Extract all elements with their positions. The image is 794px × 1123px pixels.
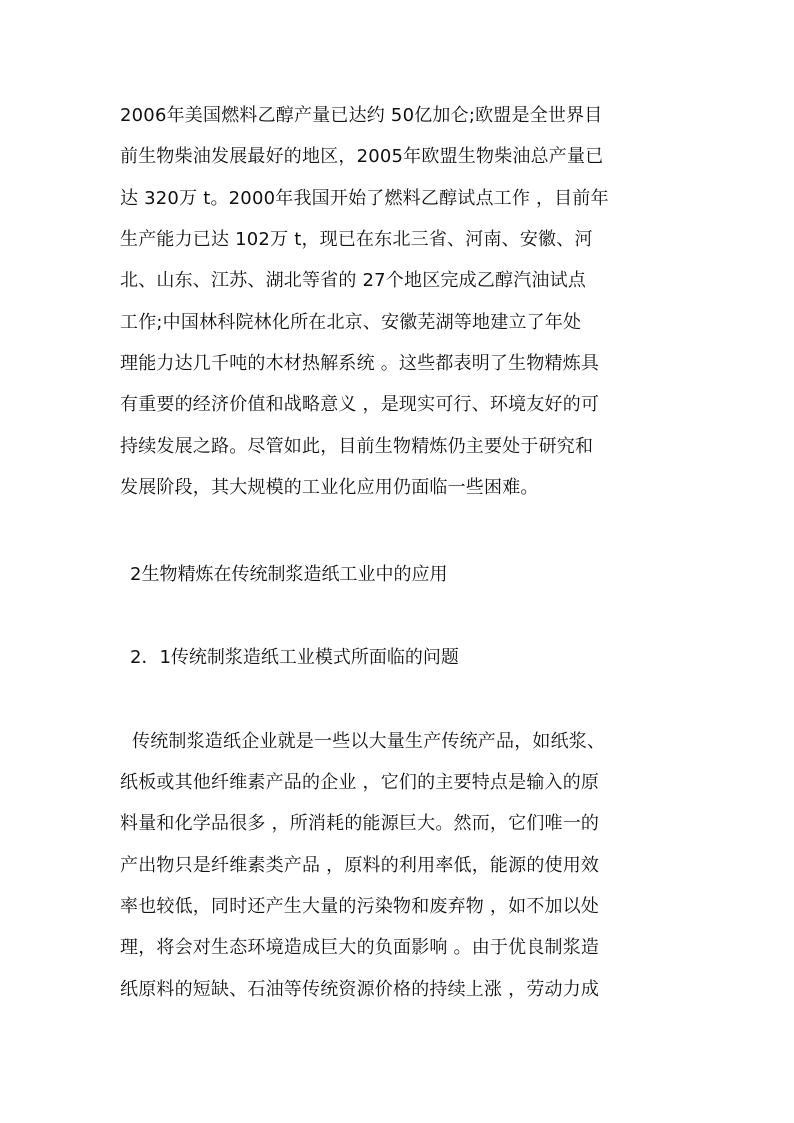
text-line: 率也较低，同时还产生大量的污染物和废弃物 ，如不加以处 [120, 896, 600, 917]
text-line: 理能力达几千吨的木材热解系统 。这些都表明了生物精炼具 [120, 353, 600, 374]
text-line: 工作;中国林科院林化所在北京、安徽芜湖等地建立了年处 [120, 312, 582, 333]
text-line: 2006年美国燃料乙醇产量已达约 50亿加仑;欧盟是全世界目 [120, 105, 603, 126]
section-heading: 2生物精炼在传统制浆造纸工业中的应用 [130, 564, 448, 585]
text-line: 达 320万 t。2000年我国开始了燃料乙醇试点工作 ，目前年 [120, 188, 609, 209]
text-line: 生产能力已达 102万 t，现已在东北三省、河南、安徽、河 [120, 229, 593, 250]
text-line: 产出物只是纤维素类产品 ，原料的利用率低，能源的使用效 [120, 855, 600, 876]
text-line: 传统制浆造纸企业就是一些以大量生产传统产品，如纸浆、 [132, 731, 606, 752]
text-line: 前生物柴油发展最好的地区，2005年欧盟生物柴油总产量已 [120, 146, 604, 167]
subsection-heading: 2．1传统制浆造纸工业模式所面临的问题 [130, 647, 459, 668]
text-line: 持续发展之路。尽管如此，目前生物精炼仍主要处于研究和 [120, 436, 594, 457]
text-line: 纸板或其他纤维素产品的企业 ，它们的主要特点是输入的原 [120, 772, 600, 793]
text-line: 北、山东、江苏、湖北等省的 27个地区完成乙醇汽油试点 [120, 270, 587, 291]
text-line: 有重要的经济价值和战略意义 ，是现实可行、环境友好的可 [120, 394, 600, 415]
text-line: 理，将会对生态环境造成巨大的负面影响 。由于优良制浆造 [120, 937, 600, 958]
text-line: 纸原料的短缺、石油等传统资源价格的持续上涨 ，劳动力成 [120, 979, 600, 1000]
text-line: 发展阶段，其大规模的工业化应用仍面临一些困难。 [120, 477, 539, 498]
text-line: 料量和化学品很多 ，所消耗的能源巨大。然而，它们唯一的 [120, 813, 600, 834]
